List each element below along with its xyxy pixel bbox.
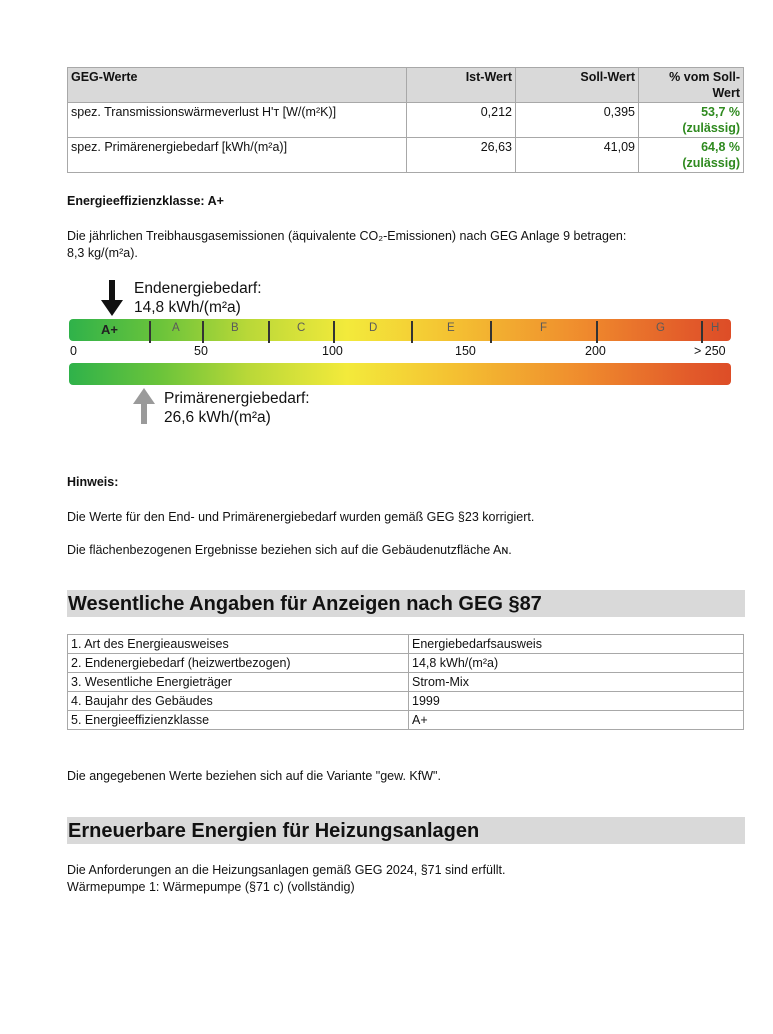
arrow-down-icon [100,280,124,318]
scale-number: 100 [322,344,343,358]
row-value: 14,8 kWh/(m²a) [409,654,744,673]
geg-values-table [67,67,744,173]
scale-tick [596,321,598,343]
table-row [68,654,744,673]
emissions-text [67,228,747,262]
table-row [68,711,744,730]
hinweis-text-2: Die flächenbezogenen Ergebnisse beziehen sich auf die Gebäudenutzfläche Aɴ. [67,543,512,557]
scale-tick [490,321,492,343]
row-value: Strom-Mix [409,673,744,692]
row-soll: 41,09 [516,138,639,173]
row-key: 2. Endenergiebedarf (heizwertbezogen) [68,654,409,673]
scale-tick [701,321,703,343]
row-key: 1. Art des Energieausweises [68,635,409,654]
row-value: A+ [409,711,744,730]
scale-bar-bottom [69,363,731,385]
renewables-line2: Wärmepumpe 1: Wärmepumpe (§71 c) (vollständig) [67,880,355,894]
primary-energy-label: Primärenergiebedarf: [164,390,310,407]
table-row [68,692,744,711]
row-ist: 26,63 [407,138,516,173]
scale-number: 50 [194,344,208,358]
class-label: G [656,322,665,334]
row-pct [639,138,744,173]
row-value: 1999 [409,692,744,711]
arrow-up-icon [132,387,156,425]
class-label: C [297,322,306,334]
class-label: D [369,322,378,334]
scale-tick [411,321,413,343]
class-label: F [540,322,548,334]
end-energy-label: Endenergiebedarf: [134,280,262,297]
row-key: 3. Wesentliche Energieträger [68,673,409,692]
geg-table-header [68,68,744,103]
scale-number: 0 [70,344,77,358]
row-label: spez. Transmissionswärmeverlust H'ᴛ [W/(m²K)] [68,103,407,138]
class-label: H [711,322,720,334]
row-label: spez. Primärenergiebedarf [kWh/(m²a)] [68,138,407,173]
table-row [68,635,744,654]
row-soll: 0,395 [516,103,639,138]
scale-tick [202,321,204,343]
class-label: A+ [101,322,118,337]
row-key: 5. Energieeffizienzklasse [68,711,409,730]
pct-value: 64,8 % [701,140,740,154]
primary-energy-value: 26,6 kWh/(m²a) [164,409,271,426]
header-ist-wert: Ist-Wert [407,68,516,103]
status-badge: (zulässig) [682,121,740,135]
scale-tick [268,321,270,343]
scale-bar-top [69,319,731,341]
row-key: 4. Baujahr des Gebäudes [68,692,409,711]
header-soll-wert: Soll-Wert [516,68,639,103]
section-title-renewables: Erneuerbare Energien für Heizungsanlagen [67,817,745,844]
header-geg-werte: GEG-Werte [68,68,407,103]
table-row [68,138,744,173]
renewables-line1: Die Anforderungen an die Heizungsanlagen gemäß GEG 2024, §71 sind erfüllt. [67,863,506,877]
scale-number: 150 [455,344,476,358]
section-title-geg87: Wesentliche Angaben für Anzeigen nach GEG §87 [67,590,745,617]
geg87-table [67,634,744,730]
emissions-line1: Die jährlichen Treibhausgasemissionen (äquivalente CO₂-Emissionen) nach GEG Anlage 9 betragen: [67,229,627,243]
status-badge: (zulässig) [682,156,740,170]
efficiency-class-heading: Energieeffizienzklasse: A+ [67,194,224,208]
end-energy-value: 14,8 kWh/(m²a) [134,299,241,316]
row-pct [639,103,744,138]
class-label: A [172,322,180,334]
variant-note: Die angegebenen Werte beziehen sich auf die Variante "gew. KfW". [67,769,441,783]
table-row [68,103,744,138]
class-label: B [231,322,239,334]
table-row [68,673,744,692]
pct-value: 53,7 % [701,105,740,119]
class-label: E [447,322,455,334]
header-pct-soll: % vom Soll-Wert [639,68,744,103]
emissions-line2: 8,3 kg/(m²a). [67,246,138,260]
scale-tick [333,321,335,343]
hinweis-text-1: Die Werte für den End- und Primärenergiebedarf wurden gemäß GEG §23 korrigiert. [67,510,535,524]
row-ist: 0,212 [407,103,516,138]
hinweis-title: Hinweis: [67,475,119,489]
scale-tick [149,321,151,343]
scale-number: 200 [585,344,606,358]
scale-number: > 250 [694,344,726,358]
row-value: Energiebedarfsausweis [409,635,744,654]
